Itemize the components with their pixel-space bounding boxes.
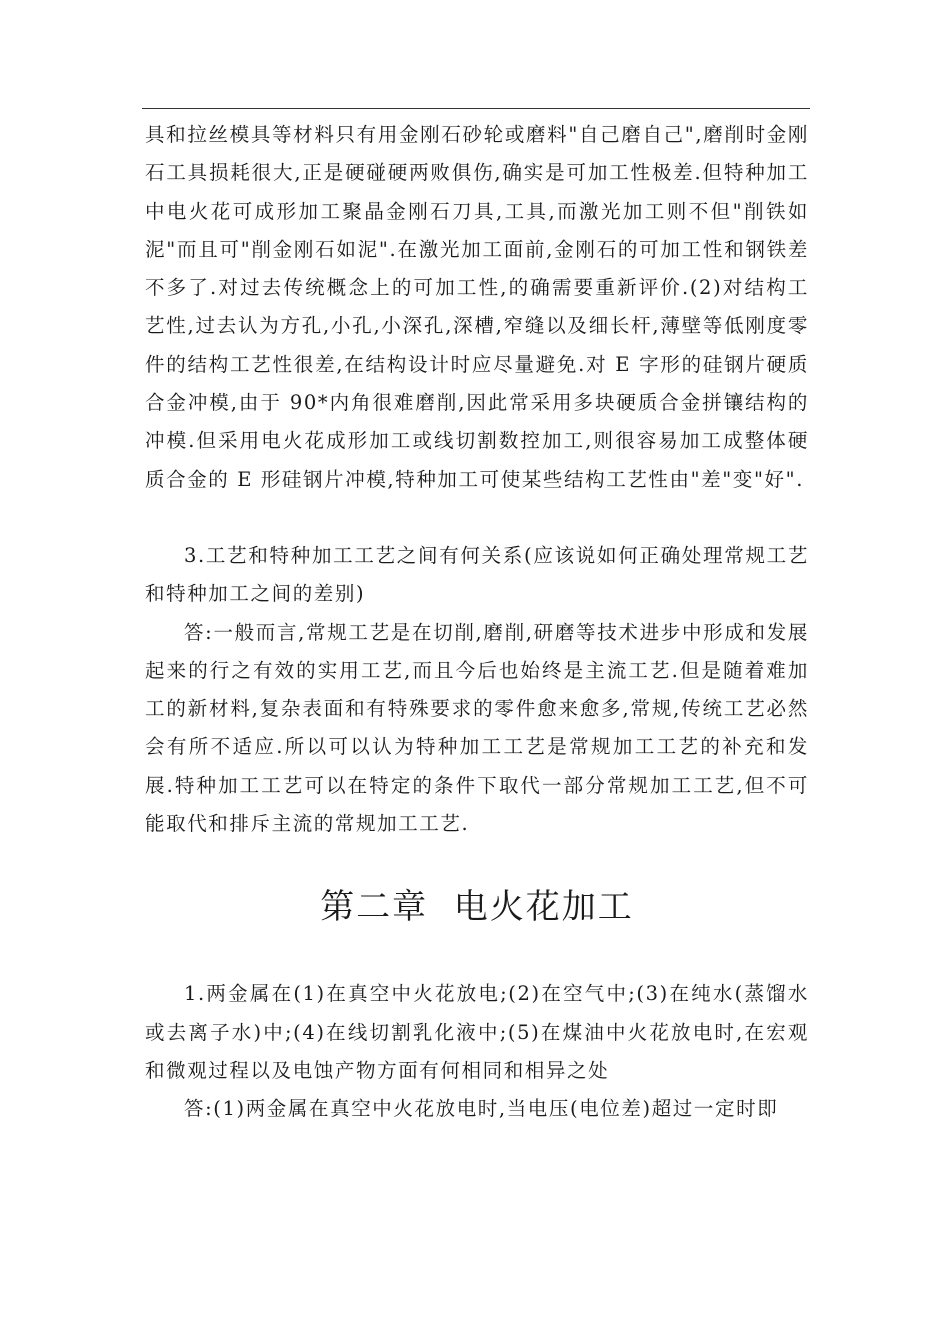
chapter-title: 第二章 电火花加工 bbox=[320, 887, 634, 928]
header-rule bbox=[142, 108, 810, 109]
document-body bbox=[145, 116, 809, 1129]
answer-1: 答:(1)两金属在真空中火花放电时,当电压(电位差)超过一定时即 bbox=[184, 1097, 779, 1121]
question-3: 3.工艺和特种加工工艺之间有何关系(应该说如何正确处理常规工艺和特种加工之间的差别) bbox=[145, 543, 809, 606]
continued-paragraph: 具和拉丝模具等材料只有用金刚石砂轮或磨料"自己磨自己",磨削时金刚石工具损耗很大,正是硬碰硬两败俱伤,确实是可加工性极差.但特种加工中电火花可成形加工聚晶金刚石刀具,工具,而激光加工则不但"削铁如泥"而且可"削金刚石如泥".在激光加工面前,金刚石的可加工性和钢铁差不多了.对过去传统概念上的可加工性,的确需要重新评价.(2)对结构工艺性,过去认为方孔,小孔,小深孔,深槽,窄缝以及细长杆,薄壁等低刚度零件的结构工艺性很差,在结构设计时应尽量避免.对 E 字形的硅钢片硬质合金冲模,由于 90*内角很难磨削,因此常采用多块硬质合金拼镶结构的冲模.但采用电火花成形加工或线切割数控加工,则很容易加工成整体硬质合金的 E 形硅钢片冲模,特种加工可使某些结构工艺性由"差"变"好". bbox=[145, 123, 809, 491]
question-1: 1.两金属在(1)在真空中火花放电;(2)在空气中;(3)在纯水(蒸馏水或去离子水)中;(4)在线切割乳化液中;(5)在煤油中火花放电时,在宏观和微观过程以及电蚀产物方面有何相同和相异之处 bbox=[145, 982, 809, 1082]
answer-3: 答:一般而言,常规工艺是在切削,磨削,研磨等技术进步中形成和发展起来的行之有效的实用工艺,而且今后也始终是主流工艺.但是随着难加工的新材料,复杂表面和有特殊要求的零件愈来愈多,常规,传统工艺必然会有所不适应.所以可以认为特种加工工艺是常规加工工艺的补充和发展.特种加工工艺可以在特定的条件下取代一部分常规加工工艺,但不可能取代和排斥主流的常规加工工艺. bbox=[145, 620, 809, 836]
